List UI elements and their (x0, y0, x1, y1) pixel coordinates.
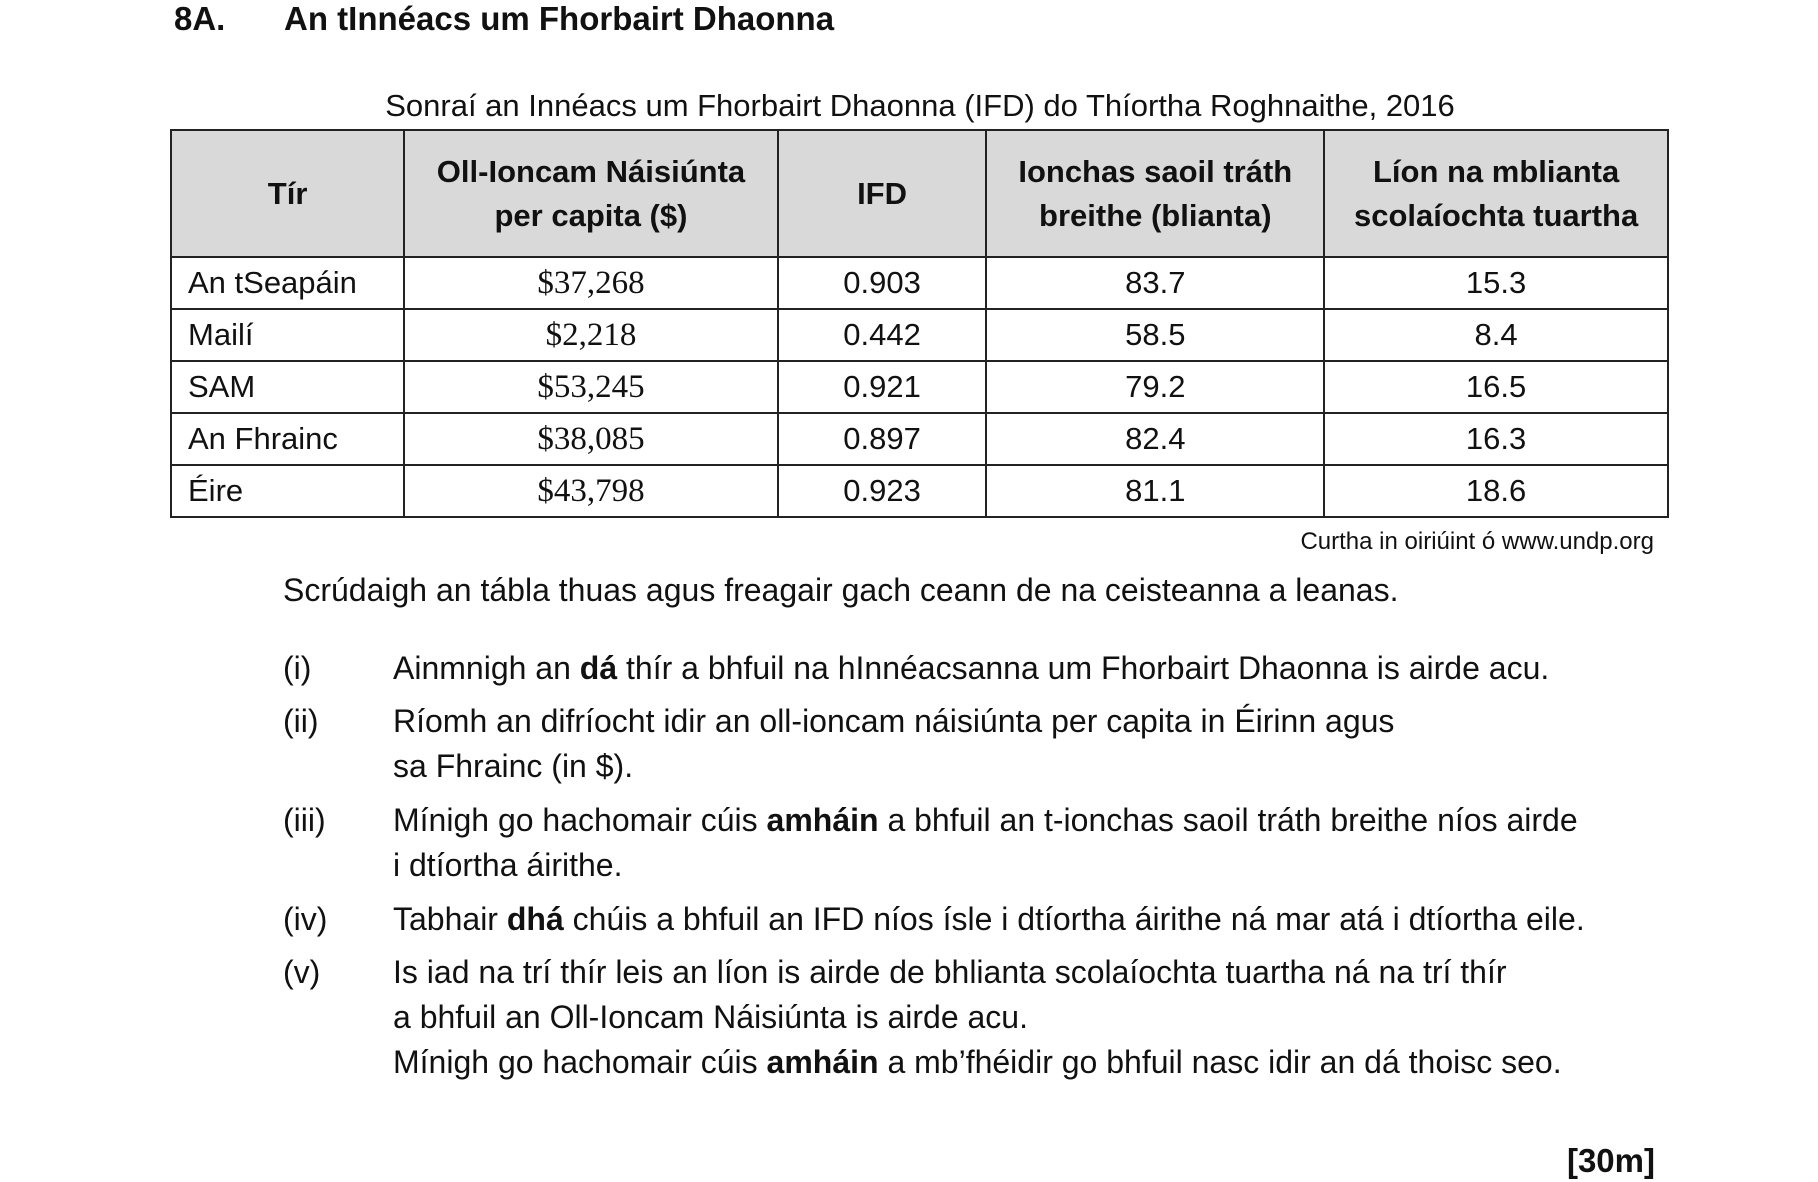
cell-country: Éire (171, 465, 404, 517)
question-label: (iii) (283, 802, 326, 838)
cell-gni: $37,268 (404, 257, 778, 309)
header-schooling-years: Líon na mblianta scolaíochta tuartha (1324, 130, 1668, 257)
cell-country: An Fhrainc (171, 413, 404, 465)
cell-schooling-years: 8.4 (1324, 309, 1668, 361)
hdi-data-table (170, 129, 1669, 518)
table-row (171, 413, 1668, 465)
cell-life-expectancy: 79.2 (986, 361, 1324, 413)
cell-hdi: 0.921 (778, 361, 987, 413)
cell-life-expectancy: 58.5 (986, 309, 1324, 361)
cell-hdi: 0.923 (778, 465, 987, 517)
cell-schooling-years: 16.5 (1324, 361, 1668, 413)
question-text: Mínigh go hachomair cúis amháin a bhfuil an t-ionchas saoil tráth breithe níos airde i dtíortha áirithe. (393, 802, 1578, 883)
question-label: (v) (283, 954, 321, 990)
question-text: Ainmnigh an dá thír a bhfuil na hInnéacsanna um Fhorbairt Dhaonna is airde acu. (393, 650, 1550, 686)
table-row (171, 257, 1668, 309)
cell-life-expectancy: 83.7 (986, 257, 1324, 309)
header-country: Tír (171, 130, 404, 257)
table-row (171, 465, 1668, 517)
cell-life-expectancy: 82.4 (986, 413, 1324, 465)
header-gni: Oll-Ioncam Náisiúnta per capita ($) (404, 130, 778, 257)
question-number: 8A. (174, 0, 226, 37)
cell-hdi: 0.442 (778, 309, 987, 361)
header-hdi: IFD (778, 130, 987, 257)
table-row (171, 361, 1668, 413)
cell-hdi: 0.903 (778, 257, 987, 309)
cell-life-expectancy: 81.1 (986, 465, 1324, 517)
table-source: Curtha in oiriúint ó www.undp.org (1300, 528, 1654, 555)
cell-country: Mailí (171, 309, 404, 361)
table-row (171, 309, 1668, 361)
instructions: Scrúdaigh an tábla thuas agus freagair gach ceann de na ceisteanna a leanas. (283, 572, 1399, 608)
marks-total: [30m] (1566, 1142, 1655, 1179)
cell-gni: $53,245 (404, 361, 778, 413)
question-text: Is iad na trí thír leis an líon is airde de bhlianta scolaíochta tuartha ná na trí thír a bhfuil an Oll-Ioncam Náisiúnta is airde acu. Mínigh go hachomair cúis amháin a mb’fhéidir go bhfuil nasc idir an dá thoisc seo. (393, 954, 1562, 1080)
cell-schooling-years: 18.6 (1324, 465, 1668, 517)
question-label: (iv) (283, 901, 328, 937)
cell-gni: $38,085 (404, 413, 778, 465)
cell-schooling-years: 16.3 (1324, 413, 1668, 465)
cell-schooling-years: 15.3 (1324, 257, 1668, 309)
cell-country: SAM (171, 361, 404, 413)
cell-gni: $43,798 (404, 465, 778, 517)
table-header-row (171, 130, 1668, 257)
question-label: (ii) (283, 703, 319, 739)
question-label: (i) (283, 650, 312, 686)
question-text: Ríomh an difríocht idir an oll-ioncam náisiúnta per capita in Éirinn agus sa Fhrainc (in $). (393, 703, 1395, 784)
header-life-expectancy: Ionchas saoil tráth breithe (blianta) (986, 130, 1324, 257)
question-title: An tInnéacs um Fhorbairt Dhaonna (284, 0, 835, 37)
cell-hdi: 0.897 (778, 413, 987, 465)
cell-gni: $2,218 (404, 309, 778, 361)
cell-country: An tSeapáin (171, 257, 404, 309)
question-heading (174, 0, 834, 38)
question-text: Tabhair dhá chúis a bhfuil an IFD níos ísle i dtíortha áirithe ná mar atá i dtíortha eile. (393, 901, 1585, 937)
table-caption: Sonraí an Innéacs um Fhorbairt Dhaonna (IFD) do Thíortha Roghnaithe, 2016 (385, 88, 1455, 123)
